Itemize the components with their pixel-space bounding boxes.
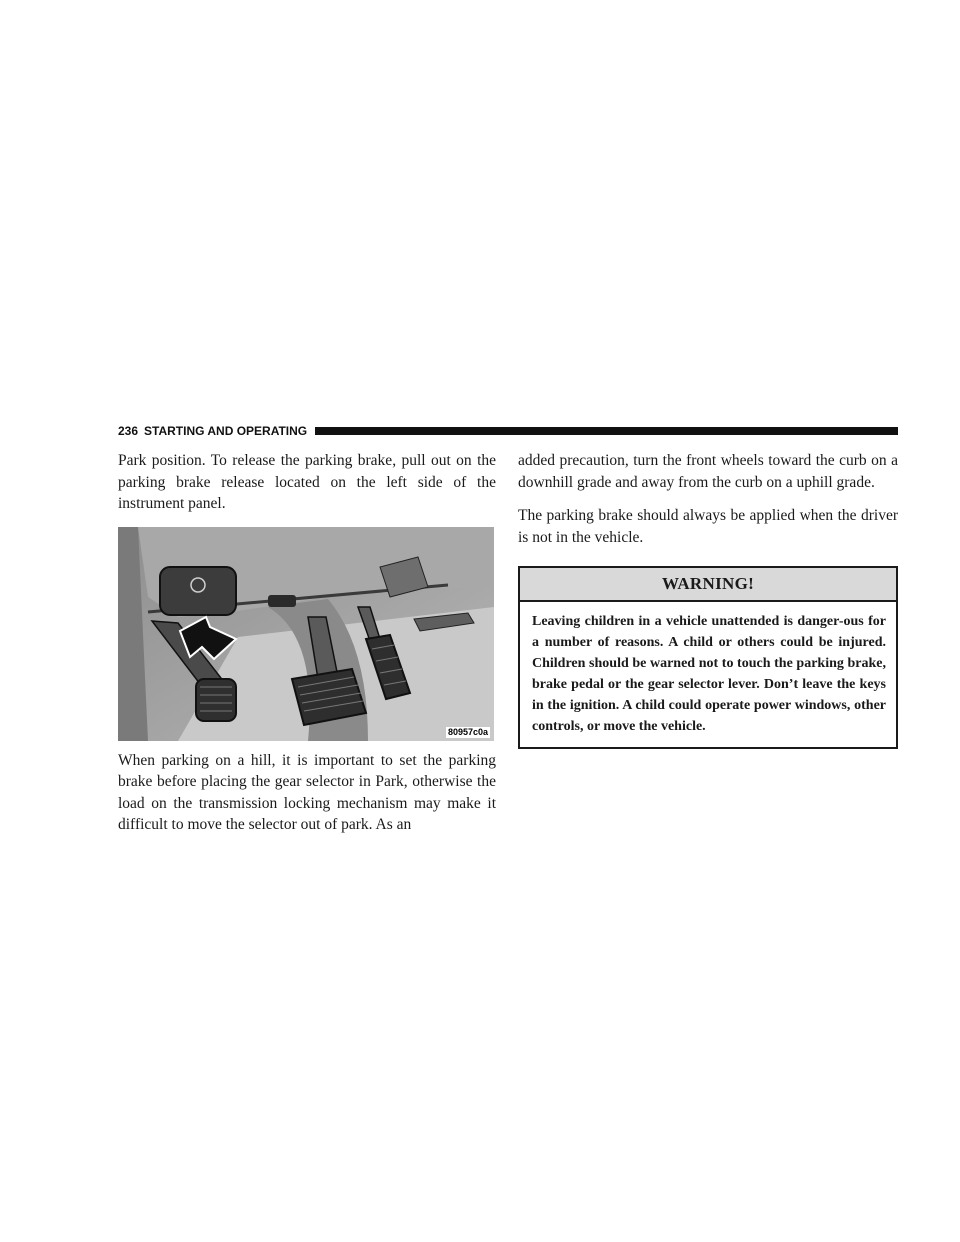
parking-brake-illustration	[118, 527, 494, 741]
pedal-area-drawing	[118, 527, 494, 741]
warning-title: WARNING!	[520, 568, 896, 602]
warning-text: Leaving children in a vehicle unattended is danger-ous for a number of reasons. A child or others could be injured. Children should be warned not to touch the parking brake, brake pedal or the gear selector lever. Don’t leave the keys in the ignition. A child could operate power windows, other controls, or move the vehicle.	[532, 613, 886, 734]
section-title: STARTING AND OPERATING	[144, 424, 308, 438]
parking-brake-pedal	[196, 679, 236, 721]
left-column	[118, 450, 496, 848]
page-number: 236	[118, 424, 139, 438]
right-column	[518, 450, 898, 749]
paragraph-always-apply: The parking brake should always be applied when the driver is not in the vehicle.	[518, 507, 898, 546]
brake-release-handle	[160, 567, 236, 615]
page-header	[118, 423, 898, 439]
paragraph-release-brake: Park position. To release the parking brake, pull out on the parking brake release located on the left side of the instrument panel.	[118, 452, 496, 512]
figure-id-label: 80957c0a	[447, 726, 488, 737]
header-rule	[315, 427, 898, 435]
warning-box	[518, 566, 898, 749]
paragraph-wheel-precaution: added precaution, turn the front wheels toward the curb on a downhill grade and away from the curb on a uphill grade.	[518, 452, 898, 491]
paragraph-parking-on-hill: When parking on a hill, it is important to set the parking brake before placing the gear selector in Park, otherwise the load on the transmission locking mechanism may make it difficult to move the selector out of park. As an	[118, 751, 496, 833]
